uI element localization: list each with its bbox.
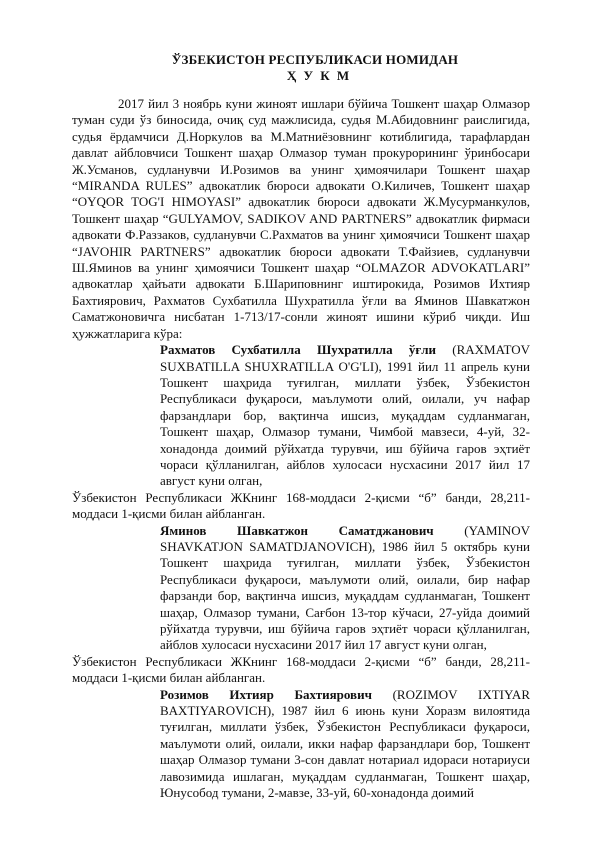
document-body <box>72 96 530 801</box>
defendant-details: (YAMINOV SHAVKATJON SAMATDJANOVICH), 1986 йил 5 октябрь куни Тошкент шаҳрида туғилган, миллати ўзбек, Ўзбекистон Республикаси фуқароси, маълумоти олий, оилали, бир нафар фарзанди бор, вақтинча ишсиз, муқаддам судланмаган, Тошкент шаҳар, Олмазор тумани, Сағбон 13-тор кўчаси, 27-уйда доимий рўйхатда турувчи, иш бўйича гаров эҳтиёт чораси қўлланилган, айблов хулосаси нусхасини 2017 йил 17 август куни олган, <box>160 522 530 653</box>
intro-paragraph: 2017 йил 3 ноябрь куни жиноят ишлари бўйича Тошкент шаҳар Олмазор туман суди ўз биносида, очиқ суд мажлисида, судья М.Абидовнинг раислигида, судья ёрдамчиси Д.Норкулов ва М.Матниёзовнинг котиблигида, тарафлардан давлат айбловчиси Тошкент шаҳар Олмазор туман прокурорининг ўринбосари Ж.Усманов, судланувчи И.Розимов ва унинг ҳимоячилари Тошкент шаҳар “MIRANDA RULES” адвокатлик бюроси адвокати О.Киличев, Тошкент шаҳар “OYQOR TOG'I HIMOYASI” адвокатлик бюроси адвокати Ж.Мусурманкулов, Тошкент шаҳар “GULYAMOV, SADIKOV AND PARTNERS” адвокатлик фирмаси адвокати Ф.Раззаков, судланувчи С.Рахматов ва унинг ҳимоячиси Тошкент шаҳар “JAVOHIR PARTNERS” адвокатлик бюроси адвокати Т.Файзиев, судланувчи Ш.Яминов ва унинг ҳимоячиси Тошкент шаҳар “OLMAZOR ADVOKATLARI” адвокатлар ҳайъати адвокати Б.Шариповнинг иштирокида, Розимов Ихтияр Бахтиярович, Рахматов Сухбатилла Шухратилла ўғли ва Яминов Шавкатжон Саматжоновичга нисбатан 1-713/17-сонли жиноят ишини кўриб чиқди. Иш ҳужжатларига кўра: <box>72 96 530 341</box>
verdict-heading: Ҳ У К М <box>286 68 352 83</box>
defendant-paragraph <box>160 342 530 490</box>
defendant-name: Розимов Ихтияр Бахтиярович <box>160 686 372 702</box>
defendant-details: (RAXMATOV SUXBATILLA SHUXRATILLA O'G'LI), 1991 йил 11 апрель куни Тошкент шаҳрида туғилган, миллати ўзбек, Ўзбекистон Республикаси фуқароси, маълумоти олий, оилали, уч нафар фарзандлари бор, вақтинча ишсиз, муқаддам судланмаган, Тошкент шаҳар, Олмазор тумани, Чимбой мавзеси, 4-уй, 32-хонадонда доимий рўйхатда турувчи, иш бўйича гаров эҳтиёт чораси қўлланилган, айблов хулосаси нусхасини 2017 йил 17 август куни олган, <box>160 342 530 489</box>
document-heading: ЎЗБЕКИСТОН РЕСПУБЛИКАСИ НОМИДАН <box>171 52 459 67</box>
defendant-name: Рахматов Сухбатилла Шухратилла ўғли <box>160 342 436 358</box>
defendant-paragraph <box>160 523 530 654</box>
defendant-paragraph <box>160 687 530 802</box>
charge-paragraph: Ўзбекистон Республикаси ЖКнинг 168-моддаси 2-қисми “б” банди, 28,211-моддаси 1-қисми билан айбланган. <box>72 653 530 686</box>
defendant-details: (ROZIMOV IXTIYAR BAXTIYAROVICH), 1987 йил 6 июнь куни Хоразм вилоятида туғилган, миллати ўзбек, Ўзбекистон Республикаси фуқароси, маълумоти олий, оилали, икки нафар фарзандлари бор, Тошкент шаҳар Олмазор тумани 3-сон давлат нотариал идораси нотариуси лавозимида ишлаган, муқаддам судланмаган, Тошкент шаҳар, Юнусобод тумани, 2-мавзе, 33-уй, 60-хонадонда доимий <box>160 686 530 801</box>
defendant-name: Яминов Шавкатжон Саматджанович <box>160 522 434 538</box>
charge-paragraph: Ўзбекистон Республикаси ЖКнинг 168-моддаси 2-қисми “б” банди, 28,211-моддаси 1-қисми билан айбланган. <box>72 489 530 522</box>
